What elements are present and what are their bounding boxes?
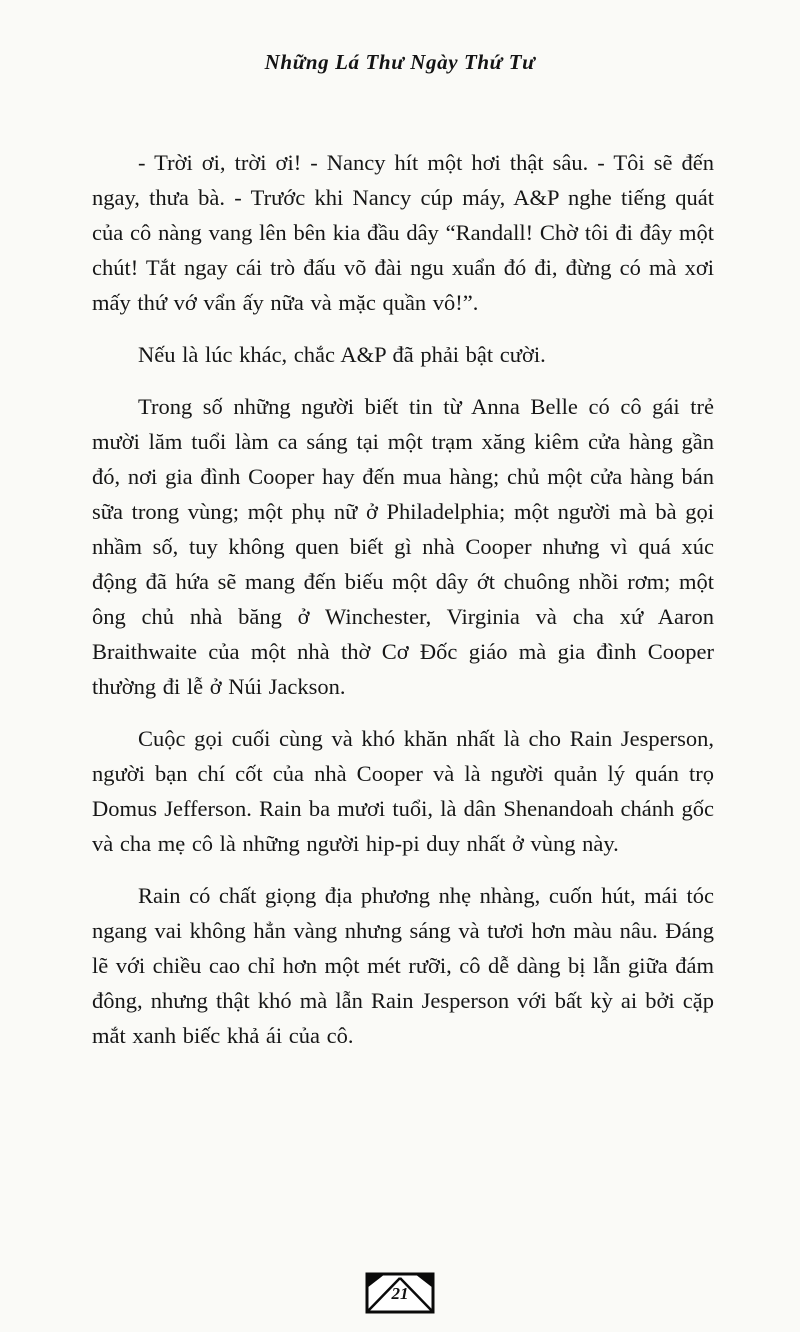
page-number: 21 — [391, 1283, 409, 1303]
running-head-title: Những Lá Thư Ngày Thứ Tư — [264, 50, 536, 74]
body-paragraph: Trong số những người biết tin từ Anna Belle có cô gái trẻ mười lăm tuổi làm ca sáng tại một trạm xăng kiêm cửa hàng gần đó, nơi gia đình Cooper hay đến mua hàng; chủ một cửa hàng bán sữa trong vùng; một phụ nữ ở Philadelphia; một người mà bà gọi nhầm số, tuy không quen biết gì nhà Cooper nhưng vì quá xúc động đã hứa sẽ mang đến biếu một dây ớt chuông nhồi rơm; một ông chủ nhà băng ở Winchester, Virginia và cha xứ Aaron Braithwaite của một nhà thờ Cơ Đốc giáo mà gia đình Cooper thường đi lễ ở Núi Jackson. — [92, 394, 714, 699]
body-paragraph: Cuộc gọi cuối cùng và khó khăn nhất là cho Rain Jesperson, người bạn chí cốt của nhà Cooper và là người quản lý quán trọ Domus Jefferson. Rain ba mươi tuổi, là dân Shenandoah chánh gốc và cha mẹ cô là những người hip-pi duy nhất ở vùng này. — [92, 726, 714, 856]
body-paragraph: Nếu là lúc khác, chắc A&P đã phải bật cười. — [138, 342, 546, 367]
body-paragraph: Rain có chất giọng địa phương nhẹ nhàng, cuốn hút, mái tóc ngang vai không hẳn vàng nhưng sáng và tươi hơn màu nâu. Đáng lẽ với chiều cao chỉ hơn một mét rưỡi, cô dễ dàng bị lẫn giữa đám đông, nhưng thật khó mà lẫn Rain Jesperson với bất kỳ ai bởi cặp mắt xanh biếc khả ái của cô. — [92, 883, 714, 1048]
body-text — [92, 145, 714, 1070]
envelope-icon — [365, 1272, 435, 1314]
body-paragraph: - Trời ơi, trời ơi! - Nancy hít một hơi thật sâu. - Tôi sẽ đến ngay, thưa bà. - Trước khi Nancy cúp máy, A&P nghe tiếng quát của cô nàng vang lên bên kia đầu dây “Randall! Chờ tôi đi đây một chút! Tắt ngay cái trò đấu võ đài ngu xuẩn đó đi, đừng có mà xơi mấy thứ vớ vẩn ấy nữa và mặc quần vô!”. — [92, 150, 714, 315]
page-footer — [0, 1272, 800, 1314]
